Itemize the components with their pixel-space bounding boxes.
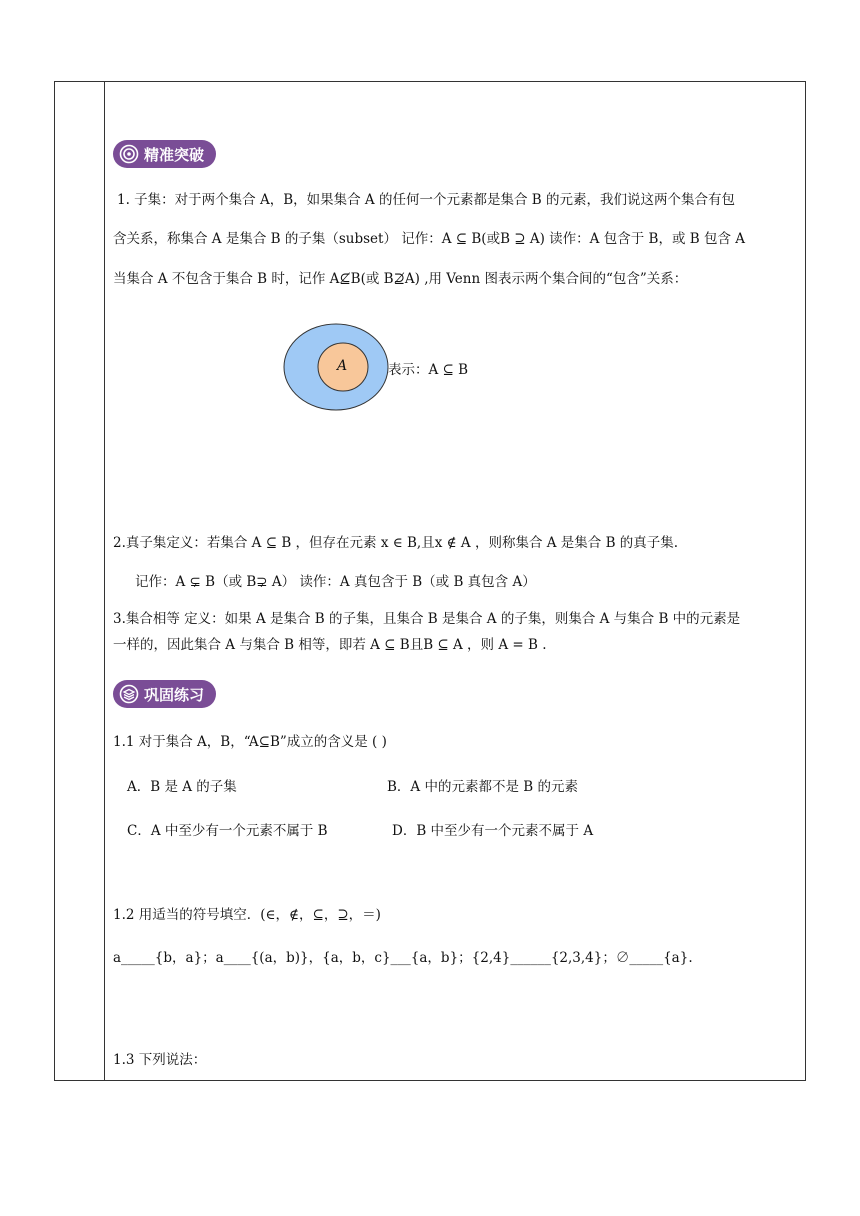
- q1-stem: 1.1 对于集合 A，B，“A⊆B”成立的含义是 ( ): [113, 734, 387, 750]
- q2-body: a_____{b，a}；a____{(a，b)}，{a，b，c}___{a，b}；{2,4}______{2,3,4}；∅_____{a}.: [113, 950, 693, 966]
- venn-diagram: [278, 322, 608, 412]
- q1-option-d: D．B 中至少有一个元素不属于 A: [392, 823, 594, 839]
- p2-line2: 记作：A ⊊ B（或 B⊋ A） 读作：A 真包含于 B（或 B 真包含 A）: [135, 574, 536, 590]
- p3-line2: 一样的，因此集合 A 与集合 B 相等，即若 A ⊆ B且B ⊆ A ，则 A = B .: [113, 637, 547, 653]
- badge-label: 精准突破: [144, 145, 205, 164]
- venn-caption: 表示：A ⊆ B: [388, 362, 469, 378]
- content-table: [54, 81, 806, 1081]
- q1-option-c: C．A 中至少有一个元素不属于 B: [127, 823, 328, 839]
- venn-inner-label: A: [337, 358, 348, 374]
- badge-label: 巩固练习: [144, 685, 205, 704]
- q3-stem: 1.3 下列说法：: [113, 1052, 207, 1068]
- p1-line2: 含关系，称集合 A 是集合 B 的子集（subset） 记作：A ⊆ B(或B ⊇ A) 读作：A 包含于 B，或 B 包含 A: [113, 231, 745, 247]
- section-badge-jingzhun: [113, 140, 216, 168]
- q1-option-a: A．B 是 A 的子集: [127, 779, 237, 795]
- q1-option-b: B．A 中的元素都不是 B 的元素: [387, 779, 578, 795]
- main-cell: [113, 82, 797, 1080]
- layers-icon: [119, 684, 139, 704]
- section-badge-gonggu: [113, 680, 216, 708]
- q2-stem: 1.2 用适当的符号填空．(∈，∉，⊆，⊇，＝): [113, 907, 381, 923]
- target-icon: [119, 144, 139, 164]
- p1-line3: 当集合 A 不包含于集合 B 时，记作 A⊈B(或 B⊉A) ,用 Venn 图表示两个集合间的“包含”关系：: [113, 271, 688, 287]
- left-column: [55, 82, 105, 1080]
- p1-line1: 1. 子集：对于两个集合 A，B，如果集合 A 的任何一个元素都是集合 B 的元素，我们说这两个集合有包: [117, 192, 735, 208]
- p3-line1: 3.集合相等 定义：如果 A 是集合 B 的子集，且集合 B 是集合 A 的子集，则集合 A 与集合 B 中的元素是: [113, 611, 741, 627]
- p2-line1: 2.真子集定义：若集合 A ⊆ B ，但存在元素 x ∈ B,且x ∉ A ，则称集合 A 是集合 B 的真子集.: [113, 535, 679, 551]
